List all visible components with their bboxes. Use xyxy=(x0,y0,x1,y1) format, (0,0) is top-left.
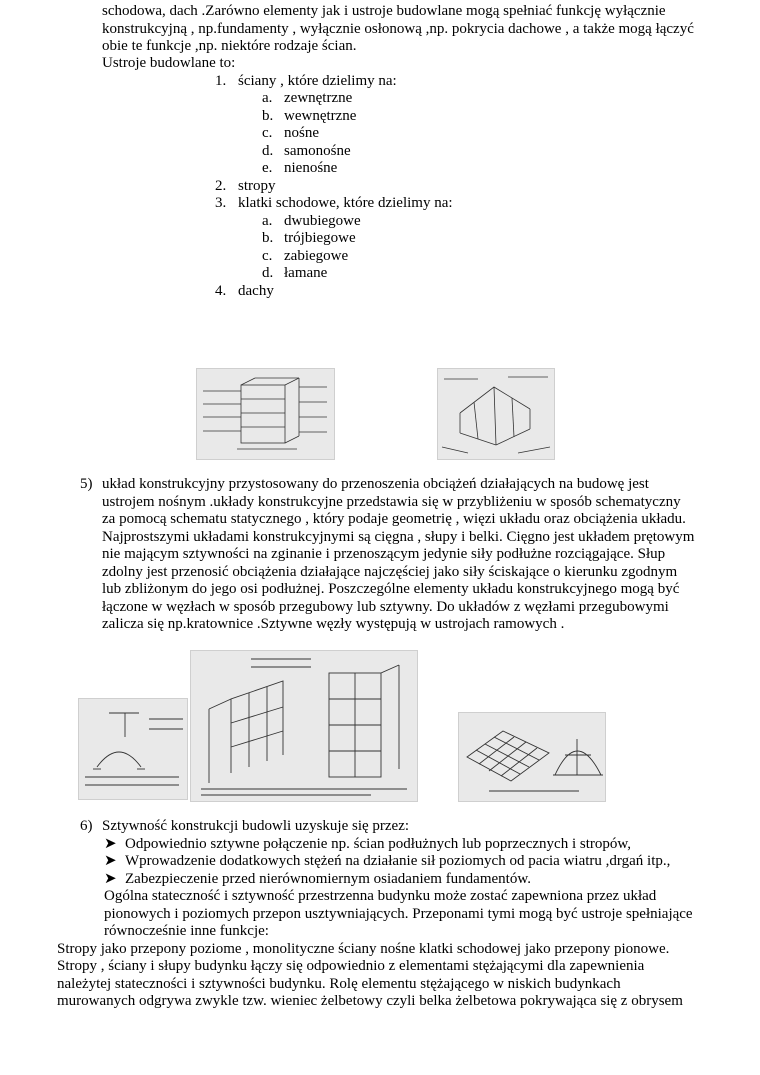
paragraph-line: za pomocą schematu statycznego , który podaje geometrię , więzi układu oraz obciążenia układu. xyxy=(102,511,686,527)
sub-item: łamane xyxy=(284,265,328,281)
sub-item: trójbiegowe xyxy=(284,230,356,246)
sub-item: nośne xyxy=(284,125,319,141)
paragraph-line: Stropy jako przepony poziome , monolityczne ściany nośne klatki schodowej jako przepony pionowe. xyxy=(57,941,670,957)
intro-line: schodowa, dach .Zarówno elementy jak i ustroje budowlane mogą spełniać funkcję wyłącznie xyxy=(102,3,666,19)
sub-letter: c. xyxy=(262,125,273,141)
grid-dome-figure xyxy=(458,712,606,802)
frame-building-figure xyxy=(190,650,418,802)
bullet-item: Odpowiednio sztywne połączenie np. ścian podłużnych lub poprzecznych i stropów, xyxy=(125,836,631,852)
section-title: Sztywność konstrukcji budowli uzyskuje się przez: xyxy=(102,818,410,834)
sub-item: dwubiegowe xyxy=(284,213,361,229)
section-number: 6) xyxy=(80,818,93,834)
paragraph-line: ustrojem nośnym .układy konstrukcyjne przedstawia się w przybliżeniu w sposób schematyczny xyxy=(102,494,681,510)
paragraph-line: lub zbliżonym do jego osi podłużnej. Poszczególne elementy układu konstrukcyjnego mogą być xyxy=(102,581,680,597)
building-section-drawing xyxy=(197,369,334,459)
list-item: stropy xyxy=(238,178,276,194)
paragraph-line: równocześnie inne funkcje: xyxy=(104,923,269,939)
sub-letter: a. xyxy=(262,213,273,229)
list-num: 3. xyxy=(215,195,227,211)
static-scheme-figure xyxy=(78,698,188,800)
sub-letter: e. xyxy=(262,160,273,176)
sub-letter: b. xyxy=(262,230,274,246)
list-num: 1. xyxy=(215,73,227,89)
list-item: ściany , które dzielimy na: xyxy=(238,73,397,89)
intro-heading: Ustroje budowlane to: xyxy=(102,55,236,71)
bullet-item: Zabezpieczenie przed nierównomiernym osiadaniem fundamentów. xyxy=(125,871,531,887)
list-num: 2. xyxy=(215,178,227,194)
bullet-arrow-icon: ➤ xyxy=(104,853,117,869)
paragraph-line: pionowych i poziomych przepon usztywniających. Przeponami tymi mogą być ustroje spełniające xyxy=(104,906,693,922)
list-item: klatki schodowe, które dzielimy na: xyxy=(238,195,453,211)
sub-item: nienośne xyxy=(284,160,338,176)
bullet-arrow-icon: ➤ xyxy=(104,871,117,887)
paragraph-line: łączone w węzłach w sposób przegubowy lub sztywny. Do układów z węzłami przegubowymi xyxy=(102,599,669,615)
paragraph-line: Najprostszymi układami konstrukcyjnymi są cięgna , słupy i belki. Cięgno jest układem prętowym xyxy=(102,529,695,545)
intro-line: obie te funkcje ,np. niektóre rodzaje ścian. xyxy=(102,38,357,54)
sub-item: zabiegowe xyxy=(284,248,349,264)
sub-letter: d. xyxy=(262,265,274,281)
paragraph-line: układ konstrukcyjny przystosowany do przenoszenia obciążeń działających na budowę jest xyxy=(102,476,649,492)
grid-dome-drawing xyxy=(459,713,605,801)
bullet-arrow-icon: ➤ xyxy=(104,836,117,852)
sub-item: zewnętrzne xyxy=(284,90,353,106)
section-number: 5) xyxy=(80,476,93,492)
static-scheme-drawing xyxy=(79,699,187,799)
sub-item: samonośne xyxy=(284,143,351,159)
paragraph-line: Stropy , ściany i słupy budynku łączy się odpowiednio z elementami stężającymi dla zapewnienia xyxy=(57,958,645,974)
sub-letter: a. xyxy=(262,90,273,106)
roof-truss-drawing xyxy=(438,369,554,459)
sub-letter: c. xyxy=(262,248,273,264)
building-section-figure xyxy=(196,368,335,460)
paragraph-line: zdolny jest przenosić obciążenia działające najczęściej jako siły ściskające o kierunku zgodnym xyxy=(102,564,678,580)
bullet-item: Wprowadzenie dodatkowych stężeń na działanie sił poziomych od pacia wiatru ,drgań itp., xyxy=(125,853,671,869)
sub-letter: b. xyxy=(262,108,274,124)
list-item: dachy xyxy=(238,283,274,299)
paragraph-line: należytej stateczności i sztywności budynku. Rolę elementu stężającego w niskich budynkach xyxy=(57,976,621,992)
paragraph-line: murowanych odgrywa zwykle tzw. wieniec żelbetowy czyli belka żelbetowa pokrywająca się z obrysem xyxy=(57,993,683,1009)
sub-item: wewnętrzne xyxy=(284,108,357,124)
paragraph-line: Ogólna stateczność i sztywność przestrzenna budynku może zostać zapewniona przez układ xyxy=(104,888,657,904)
sub-letter: d. xyxy=(262,143,274,159)
roof-truss-figure xyxy=(437,368,555,460)
paragraph-line: zalicza się np.kratownice .Sztywne węzły występują w ustrojach ramowych . xyxy=(102,616,565,632)
paragraph-line: nie mającym sztywności na zginanie i przenoszącym jedynie siły podłużne rozciągające. Słup xyxy=(102,546,666,562)
frame-building-drawing xyxy=(191,651,417,801)
list-num: 4. xyxy=(215,283,227,299)
intro-line: konstrukcyjną , np.fundamenty , wyłącznie osłonową ,np. pokrycia dachowe , a także mogą łączyć xyxy=(102,21,694,37)
